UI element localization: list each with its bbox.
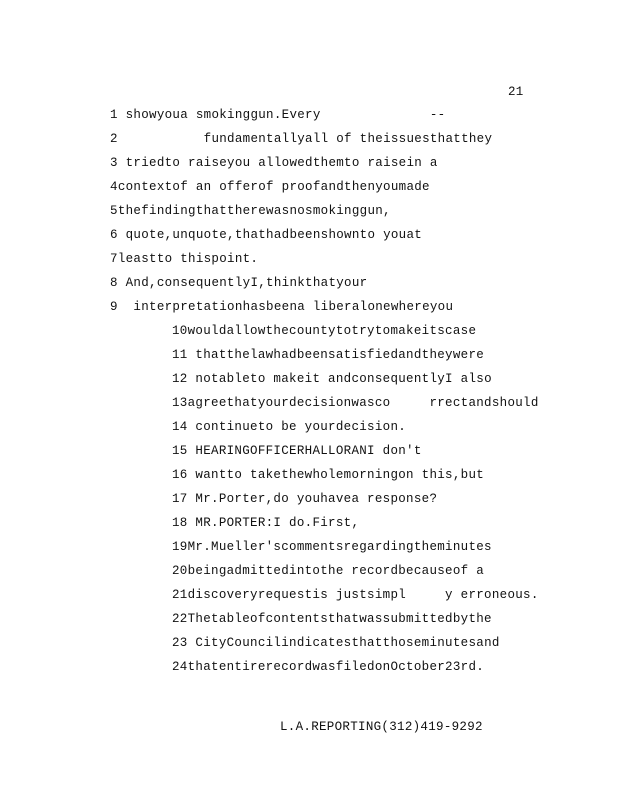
line-text: wantto takethewholemorningon this,but [195, 468, 485, 482]
line-4 [110, 180, 430, 194]
line-22 [172, 612, 492, 626]
line-number: 10 [172, 324, 188, 338]
line-number: 8 [110, 276, 118, 290]
line-text: thatentirerecordwasfiledonOctober23rd. [187, 660, 485, 674]
line-number: 19 [172, 540, 188, 554]
line-14 [172, 420, 406, 434]
line-number: 13 [172, 396, 188, 410]
line-7 [110, 252, 258, 266]
line-number: 12 [172, 372, 188, 386]
line-number: 4 [110, 180, 118, 194]
line-text: wouldallowthecountytotrytomakeitscase [187, 324, 477, 338]
line-number: 6 [110, 228, 118, 242]
line-13 [172, 396, 539, 410]
line-12 [172, 372, 492, 386]
line-text: discoveryrequestis justsimpl y erroneous. [187, 588, 539, 602]
line-number: 16 [172, 468, 188, 482]
line-17 [172, 492, 437, 506]
line-text: thefindingthattherewasnosmokinggun, [117, 204, 391, 218]
line-11 [172, 348, 484, 362]
line-text: notableto makeit andconsequentlyI also [195, 372, 492, 386]
line-text: showyoua smokinggun.Every -- [125, 108, 446, 122]
line-15 [172, 444, 422, 458]
line-number: 20 [172, 564, 188, 578]
line-1 [110, 108, 445, 122]
line-number: 24 [172, 660, 188, 674]
line-number: 11 [172, 348, 188, 362]
line-21 [172, 588, 539, 602]
line-24 [172, 660, 484, 674]
line-text: HEARINGOFFICERHALLORANI don't [195, 444, 422, 458]
line-10 [172, 324, 476, 338]
line-3 [110, 156, 438, 170]
line-5 [110, 204, 391, 218]
line-19 [172, 540, 492, 554]
line-text: Thetableofcontentsthatwassubmittedbythe [187, 612, 492, 626]
line-6 [110, 228, 422, 242]
line-text: triedto raiseyou allowedthemto raisein a [125, 156, 438, 170]
line-number: 9 [110, 300, 118, 314]
line-number: 17 [172, 492, 188, 506]
line-18 [172, 516, 359, 530]
line-text: interpretationhasbeena liberalonewhereyou [133, 300, 454, 314]
line-text: beingadmittedintothe recordbecauseof a [187, 564, 485, 578]
line-number: 5 [110, 204, 118, 218]
reporter-footer: L.A.REPORTING(312)419-9292 [280, 720, 483, 734]
line-number: 3 [110, 156, 118, 170]
line-text: quote,unquote,thathadbeenshownto youat [125, 228, 423, 242]
line-number: 7 [110, 252, 118, 266]
line-text: continueto be yourdecision. [195, 420, 407, 434]
line-number: 23 [172, 636, 188, 650]
line-8 [110, 276, 367, 290]
line-text: Mr.Mueller'scommentsregardingtheminutes [187, 540, 492, 554]
line-text: leastto thispoint. [117, 252, 259, 266]
line-9 [110, 300, 453, 314]
line-text: MR.PORTER:I do.First, [195, 516, 360, 530]
line-23 [172, 636, 500, 650]
line-text: CityCouncilindicatesthatthoseminutesand [195, 636, 500, 650]
line-number: 2 [110, 132, 118, 146]
line-text: agreethatyourdecisionwasco rrectandshould [187, 396, 539, 410]
line-text: thatthelawhadbeensatisfiedandtheywere [195, 348, 485, 362]
line-text: And,consequentlyI,thinkthatyour [125, 276, 368, 290]
line-number: 14 [172, 420, 188, 434]
line-16 [172, 468, 484, 482]
line-2 [110, 132, 492, 146]
line-number: 15 [172, 444, 188, 458]
line-number: 1 [110, 108, 118, 122]
page-number: 21 [508, 85, 524, 99]
line-text: Mr.Porter,do youhavea response? [195, 492, 438, 506]
line-text: contextof an offerof proofandthenyoumade [117, 180, 430, 194]
line-number: 22 [172, 612, 188, 626]
line-number: 21 [172, 588, 188, 602]
line-text: fundamentallyall of theissuesthatthey [125, 132, 493, 146]
line-number: 18 [172, 516, 188, 530]
line-20 [172, 564, 484, 578]
